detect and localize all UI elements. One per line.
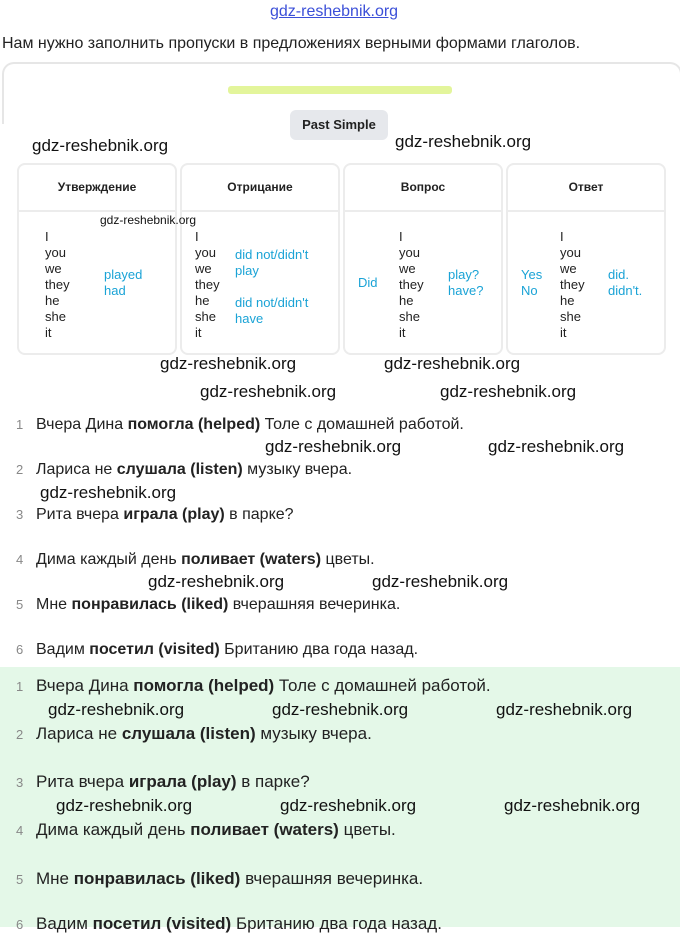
sentence-item — [16, 914, 442, 935]
sentence-text: цветы. — [338, 820, 396, 839]
verb-forms: did. didn't. — [608, 267, 643, 298]
watermark: gdz-reshebnik.org — [160, 354, 297, 373]
watermark: gdz-reshebnik.org — [272, 700, 409, 719]
sentence-number: 2 — [16, 462, 24, 477]
column-affirmative — [17, 163, 177, 355]
sentence-text: Дима каждый день — [36, 551, 182, 568]
sentence-item — [16, 460, 352, 480]
sentence-item — [16, 820, 396, 841]
column-negative — [180, 163, 340, 355]
sentence-text: музыку вчера. — [255, 724, 372, 743]
sentence-text: Вадим — [36, 914, 93, 933]
verb-forms: play? have? — [448, 267, 484, 298]
sentence-text: вчерашняя вечеринка. — [228, 596, 401, 613]
sentence-number: 4 — [16, 552, 24, 567]
sentence-number: 1 — [16, 679, 24, 694]
answer-verb: помогла (helped) — [133, 676, 275, 695]
sentence-number: 5 — [16, 872, 24, 887]
sentence-text: Вчера Дина — [36, 676, 134, 695]
watermark: gdz-reshebnik.org — [384, 354, 521, 373]
sentence-item — [16, 640, 418, 660]
highlight-bar — [228, 86, 452, 94]
pronouns: I you we they he she it — [399, 229, 424, 340]
answer-verb: слушала (listen) — [121, 724, 256, 743]
answer-verb: играла (play) — [123, 506, 225, 523]
sentence-number: 1 — [16, 417, 24, 432]
watermark: gdz-reshebnik.org — [504, 796, 641, 815]
column-header: Вопрос — [345, 165, 501, 212]
answer-words: Yes No — [521, 267, 543, 298]
answer-verb: понравилась (liked) — [71, 596, 229, 613]
watermark: gdz-reshebnik.org — [100, 213, 197, 227]
sentence-number: 3 — [16, 507, 24, 522]
watermark: gdz-reshebnik.org — [265, 437, 402, 456]
column-header: Утверждение — [19, 165, 175, 212]
answer-verb: поливает (waters) — [190, 820, 339, 839]
sentence-text: вчерашняя вечеринка. — [240, 869, 424, 888]
sentence-text: Лариса не — [36, 461, 117, 478]
answer-verb: поливает (waters) — [181, 551, 322, 568]
column-answer — [506, 163, 666, 355]
pronouns: I you we they he she it — [45, 229, 70, 340]
intro-text: Нам нужно заполнить пропуски в предложениях верными формами глаголов. — [2, 35, 581, 52]
sentence-text: Вчера Дина — [36, 416, 128, 433]
watermark: gdz-reshebnik.org — [488, 437, 625, 456]
sentence-text: Рита вчера — [36, 772, 129, 791]
aux-verb: Did — [358, 275, 378, 290]
sentence-item — [16, 676, 491, 697]
answer-verb: посетил (visited) — [89, 641, 220, 658]
sentence-text: цветы. — [321, 551, 375, 568]
watermark: gdz-reshebnik.org — [496, 700, 633, 719]
sentence-number: 5 — [16, 597, 24, 612]
verb-forms: did not/didn't play did not/didn't have — [235, 247, 309, 326]
answer-verb: понравилась (liked) — [73, 869, 241, 888]
watermark: gdz-reshebnik.org — [56, 796, 193, 815]
watermark: gdz-reshebnik.org — [280, 796, 417, 815]
watermark: gdz-reshebnik.org — [440, 382, 577, 401]
watermark-link[interactable]: gdz-reshebnik.org — [270, 3, 399, 20]
sentence-text: Толе с домашней работой. — [274, 676, 491, 695]
sentence-text: Британию два года назад. — [219, 641, 419, 658]
column-question — [343, 163, 503, 355]
sentence-number: 4 — [16, 823, 24, 838]
watermark: gdz-reshebnik.org — [32, 136, 169, 155]
sentence-item — [16, 869, 423, 890]
sentence-text: Мне — [36, 596, 72, 613]
sentence-text: Лариса не — [36, 724, 122, 743]
past-simple-button[interactable]: Past Simple — [290, 110, 388, 140]
verb-forms: played had — [104, 267, 143, 298]
sentence-item — [16, 772, 310, 793]
sentence-text: Толе с домашней работой. — [260, 416, 464, 433]
watermark: gdz-reshebnik.org — [372, 572, 509, 591]
column-header: Отрицание — [182, 165, 338, 212]
sentence-number: 3 — [16, 775, 24, 790]
sentence-item — [16, 415, 464, 435]
sentence-item — [16, 595, 400, 615]
sentence-text: музыку вчера. — [242, 461, 353, 478]
column-header: Ответ — [508, 165, 664, 212]
watermark: gdz-reshebnik.org — [148, 572, 285, 591]
watermark: gdz-reshebnik.org — [395, 132, 532, 151]
watermark: gdz-reshebnik.org — [200, 382, 337, 401]
sentence-item — [16, 550, 375, 570]
sentence-number: 2 — [16, 727, 24, 742]
sentence-text: Мне — [36, 869, 74, 888]
sentence-text: в парке? — [224, 506, 294, 523]
pronouns: I you we they he she it — [560, 229, 585, 340]
sentence-item — [16, 724, 372, 745]
answer-verb: играла (play) — [128, 772, 237, 791]
sentence-item — [16, 505, 294, 525]
sentence-number: 6 — [16, 642, 24, 657]
sentence-text: Британию два года назад. — [231, 914, 442, 933]
answer-verb: помогла (helped) — [127, 416, 261, 433]
sentence-text: Вадим — [36, 641, 90, 658]
sentence-number: 6 — [16, 917, 24, 932]
answer-verb: посетил (visited) — [92, 914, 232, 933]
watermark: gdz-reshebnik.org — [48, 700, 185, 719]
sentence-text: в парке? — [236, 772, 310, 791]
sentence-text: Дима каждый день — [36, 820, 191, 839]
watermark: gdz-reshebnik.org — [40, 483, 177, 502]
answer-verb: слушала (listen) — [116, 461, 243, 478]
sentence-text: Рита вчера — [36, 506, 124, 523]
pronouns: I you we they he she it — [195, 229, 220, 340]
